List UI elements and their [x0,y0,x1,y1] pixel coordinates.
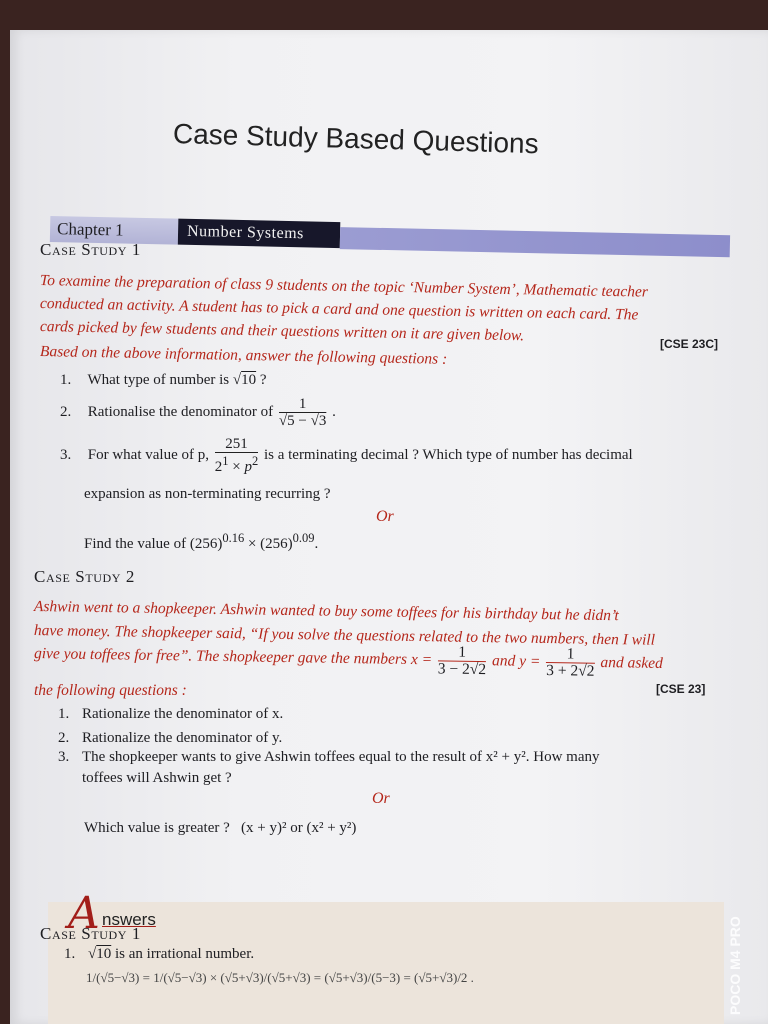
case1-question-3 [60,436,633,475]
case1-alt-question [84,531,318,553]
camera-watermark [720,860,750,1020]
fraction-y [546,646,595,680]
answer-2-partial: 1/(√5−√3) = 1/(√5−√3) × (√5+√3)/(√5+√3) = (√5+√3)/(5−3) = (√5+√3)/2 . [86,970,474,985]
case1-question-3-cont: expansion as non-terminating recurring ? [84,486,331,502]
q-number: 3. [58,749,70,765]
q-text-a: The shopkeeper wants to give Ashwin toffees equal to the result of x² + y². How many [82,749,600,765]
q-number: 1. [60,372,72,388]
alt-text: Which value is greater ? [84,820,230,836]
fraction-numerator: 1 [546,646,595,664]
case2-tag: [CSE 23] [656,682,706,696]
alt-end: . [314,536,319,552]
case1-question-2: 2. Rationalise the denominator of $\frac{1}{√5 - √3}$ . [60,396,336,429]
line3-a: give you toffees for free”. The shopkeeper gave the numbers x = [33,645,433,669]
case2-alt-question [84,820,356,837]
case-study-2-heading: Case Study 2 [34,567,135,586]
a-number: 1. [64,946,76,962]
alt-exp1: 0.16 [222,531,245,545]
denom-p-exp: 2 [251,454,259,468]
fraction-numerator: 251 [215,436,258,453]
case2-intro-line4: the following questions : [34,682,187,699]
chapter-banner-bar [340,227,730,257]
case1-tag: [CSE 23C] [660,337,719,351]
root-a: 5 [287,413,295,429]
textbook-page [10,30,768,1024]
answer-1: 1. √10 is an irrational number. [64,946,255,962]
alt-times: × [247,536,257,552]
q-text-b: is a terminating decimal ? Which type of number has decimal [263,446,633,463]
fraction-denominator: 3 + 2√2 [546,662,595,680]
answers-title-initial: A [68,888,100,939]
q-expr: 10 [241,372,257,388]
alt-text: Find the value of [84,536,187,552]
fraction-x [438,644,487,678]
q-text-a: For what value of p, [87,446,209,463]
q-number: 1. [58,706,70,722]
case2-question-2 [58,730,282,747]
case1-or: Or [376,508,394,525]
fraction-denominator: √5 − √3 [278,413,327,429]
q-text: Rationalize the denominator of y. [82,730,283,746]
a-text: is an irrational number. [114,946,255,962]
case-study-1-heading: Case Study 1 [40,240,141,259]
denom-p: p [244,459,252,475]
denom-base: 2 [214,459,223,475]
case1-intro-line4: Based on the above information, answer the following questions : [39,343,448,368]
denom-exp: 1 [222,454,229,468]
case2-intro-line2: have money. The shopkeeper said, “If you solve the questions related to the two numbers, then I will [33,622,656,649]
answers-title: nswers [102,910,156,929]
case2-question-3 [58,749,600,766]
case2-or: Or [372,790,390,807]
a-expr: 10 [96,946,112,962]
chapter-banner [50,216,729,266]
case2-intro-line3 [34,638,663,681]
fraction-numerator: 1 [438,644,487,662]
line3-b: and y = [491,652,541,671]
fraction [279,396,326,429]
root-b: 3 [318,413,327,429]
alt-base2: (256) [260,536,293,552]
alt-expr: (x + y)² or (x² + y²) [241,820,357,836]
fraction [215,436,258,475]
chapter-label: Chapter 1 [50,216,179,245]
fraction-denominator: 3 − 2√2 [437,660,487,679]
watermark-text: POCO M4 PRO [727,916,743,1015]
page-title: Case Study Based Questions [172,118,540,160]
case1-intro-line1: To examine the preparation of class 9 students on the topic ‘Number System’, Mathematic teacher [39,272,649,301]
case1-intro-line2: conducted an activity. A student has to pick a card and one question is written on each card. The [39,295,639,324]
q-number: 3. [60,446,72,463]
alt-exp2: 0.09 [292,531,315,545]
q-text: Rationalise the denominator of [87,403,274,420]
answers-case-study-1-heading: Case Study 1 [40,924,141,943]
chapter-name: Number Systems [178,219,341,248]
fraction-denominator: $2^1 \times p^2$ [214,454,259,475]
case1-intro-line3: cards picked by few students and their questions written on it are given below. [39,318,525,345]
case2-intro-line1: Ashwin went to a shopkeeper. Ashwin wanted to buy some toffees for his birthday but he didn’t [33,598,619,625]
fraction-numerator: 1 [279,396,326,413]
line3-c: and asked [600,653,663,672]
q-number: 2. [58,730,70,746]
case2-question-3-cont: toffees will Ashwin get ? [82,770,232,786]
q-end: ? [259,372,267,388]
q-text: Rationalize the denominator of x. [82,706,284,722]
alt-base1: (256) [189,536,223,552]
q-text: What type of number is [87,372,230,388]
q-number: 2. [60,403,72,420]
case1-question-1: 1. What type of number is √10 ? [60,372,267,388]
case2-question-1 [58,706,283,723]
